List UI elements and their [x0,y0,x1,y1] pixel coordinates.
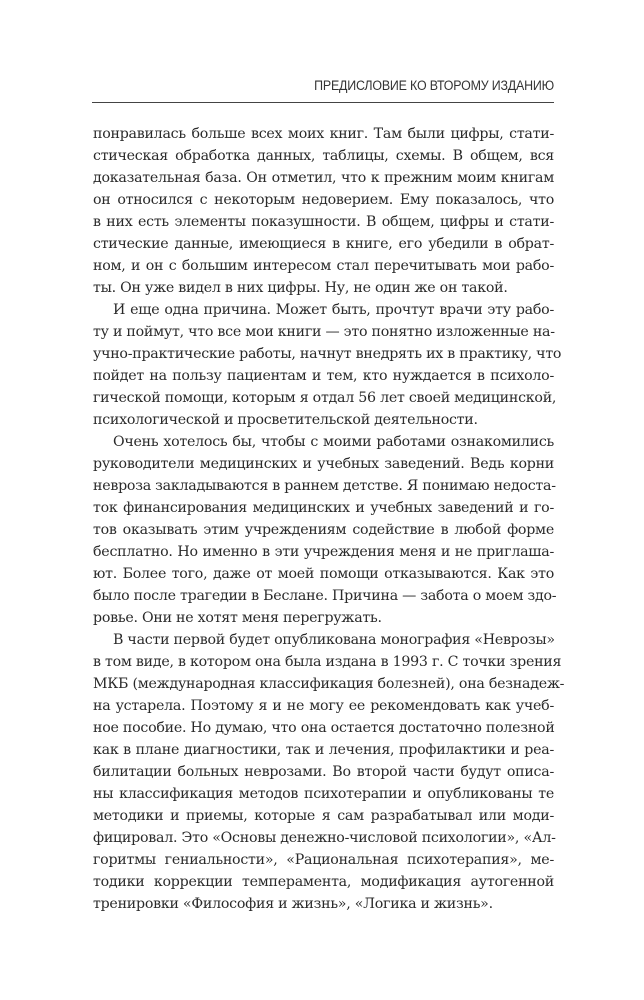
text-line: стические данные, имеющиеся в книге, его убедили в обрат- [93,236,554,252]
paragraph [93,629,565,915]
text-line: ты. Он уже видел в них цифры. Ну, не один же он такой. [93,280,508,296]
text-line: гической помощи, которым я отдал 56 лет своей медицинской, [93,390,557,406]
text-line: ное пособие. Но думаю, что она остается достаточно полезной [93,720,555,736]
text-line: Очень хотелось бы, чтобы с моими работами ознакомились [113,434,554,450]
paragraph [93,299,562,431]
text-line: в том виде, в котором она была издана в 1993 г. С точки зрения [93,654,562,670]
text-line: МКБ (международная классификация болезней), она безнадеж- [93,676,565,692]
text-line: билитации больных неврозами. Во второй части будут описа- [93,764,554,780]
text-line: как в плане диагностики, так и лечения, профилактики и реа- [93,742,554,758]
text-line: тов оказывать этим учреждениям содействие в любой форме [93,522,554,538]
text-line: В части первой будет опубликована монография «Неврозы» [113,632,555,648]
text-line: стическая обработка данных, таблицы, схемы. В общем, вся [93,148,554,164]
text-line: тодики коррекции темперамента, модификация аутогенной [93,874,554,890]
text-line: он относился с некоторым недоверием. Ему показалось, что [93,192,554,208]
text-line: в них есть элементы показушности. В общем, цифры и стати- [93,214,554,230]
text-line: ту и поймут, что все мои книги — это понятно изложенные на- [93,324,555,340]
text-line: фицировал. Это «Основы денежно-числовой психологии», «Ал- [93,830,556,846]
paragraph [93,123,554,299]
text-line: доказательная база. Он отметил, что к прежним моим книгам [93,170,554,186]
text-line: И еще одна причина. Может быть, прочтут врачи эту рабо- [113,302,554,318]
text-line: на устарела. Поэтому я и не могу ее рекомендовать как учеб- [93,698,554,714]
text-line: ровье. Они не хотят меня перегружать. [93,610,382,626]
text-line: ют. Более того, даже от моей помощи отказываются. Как это [93,566,554,582]
text-line: невроза закладываются в раннем детстве. Я понимаю недоста- [93,478,556,494]
text-line: психологической и просветительской деятельности. [93,412,478,428]
text-line: ном, и он с большим интересом стал перечитывать мои рабо- [93,258,554,274]
header-divider [92,102,554,103]
text-line: ны классификация методов психотерапии и опубликованы те [93,786,554,802]
text-line: бесплатно. Но именно в эти учреждения меня и не приглаша- [93,544,554,560]
text-line: тренировки «Философия и жизнь», «Логика и жизнь». [93,896,493,912]
text-line: пойдет на пользу пациентам и тем, кто нуждается в психоло- [93,368,554,384]
text-line: учно-практические работы, начнут внедрять их в практику, что [93,346,562,362]
text-line: горитмы гениальности», «Рациональная психотерапия», ме- [93,852,554,868]
page-body-text [93,123,565,915]
paragraph [93,431,557,629]
text-line: понравилась больше всех моих книг. Там были цифры, стати- [93,126,554,142]
running-header: ПРЕДИСЛОВИЕ КО ВТОРОМУ ИЗДАНИЮ [314,78,554,93]
text-line: методики и приемы, которые я сам разрабатывал или моди- [93,808,554,824]
text-line: ток финансирования медицинских и учебных заведений и го- [93,500,554,516]
text-line: было после трагедии в Беслане. Причина — забота о моем здо- [93,588,557,604]
text-line: руководители медицинских и учебных заведений. Ведь корни [93,456,554,472]
